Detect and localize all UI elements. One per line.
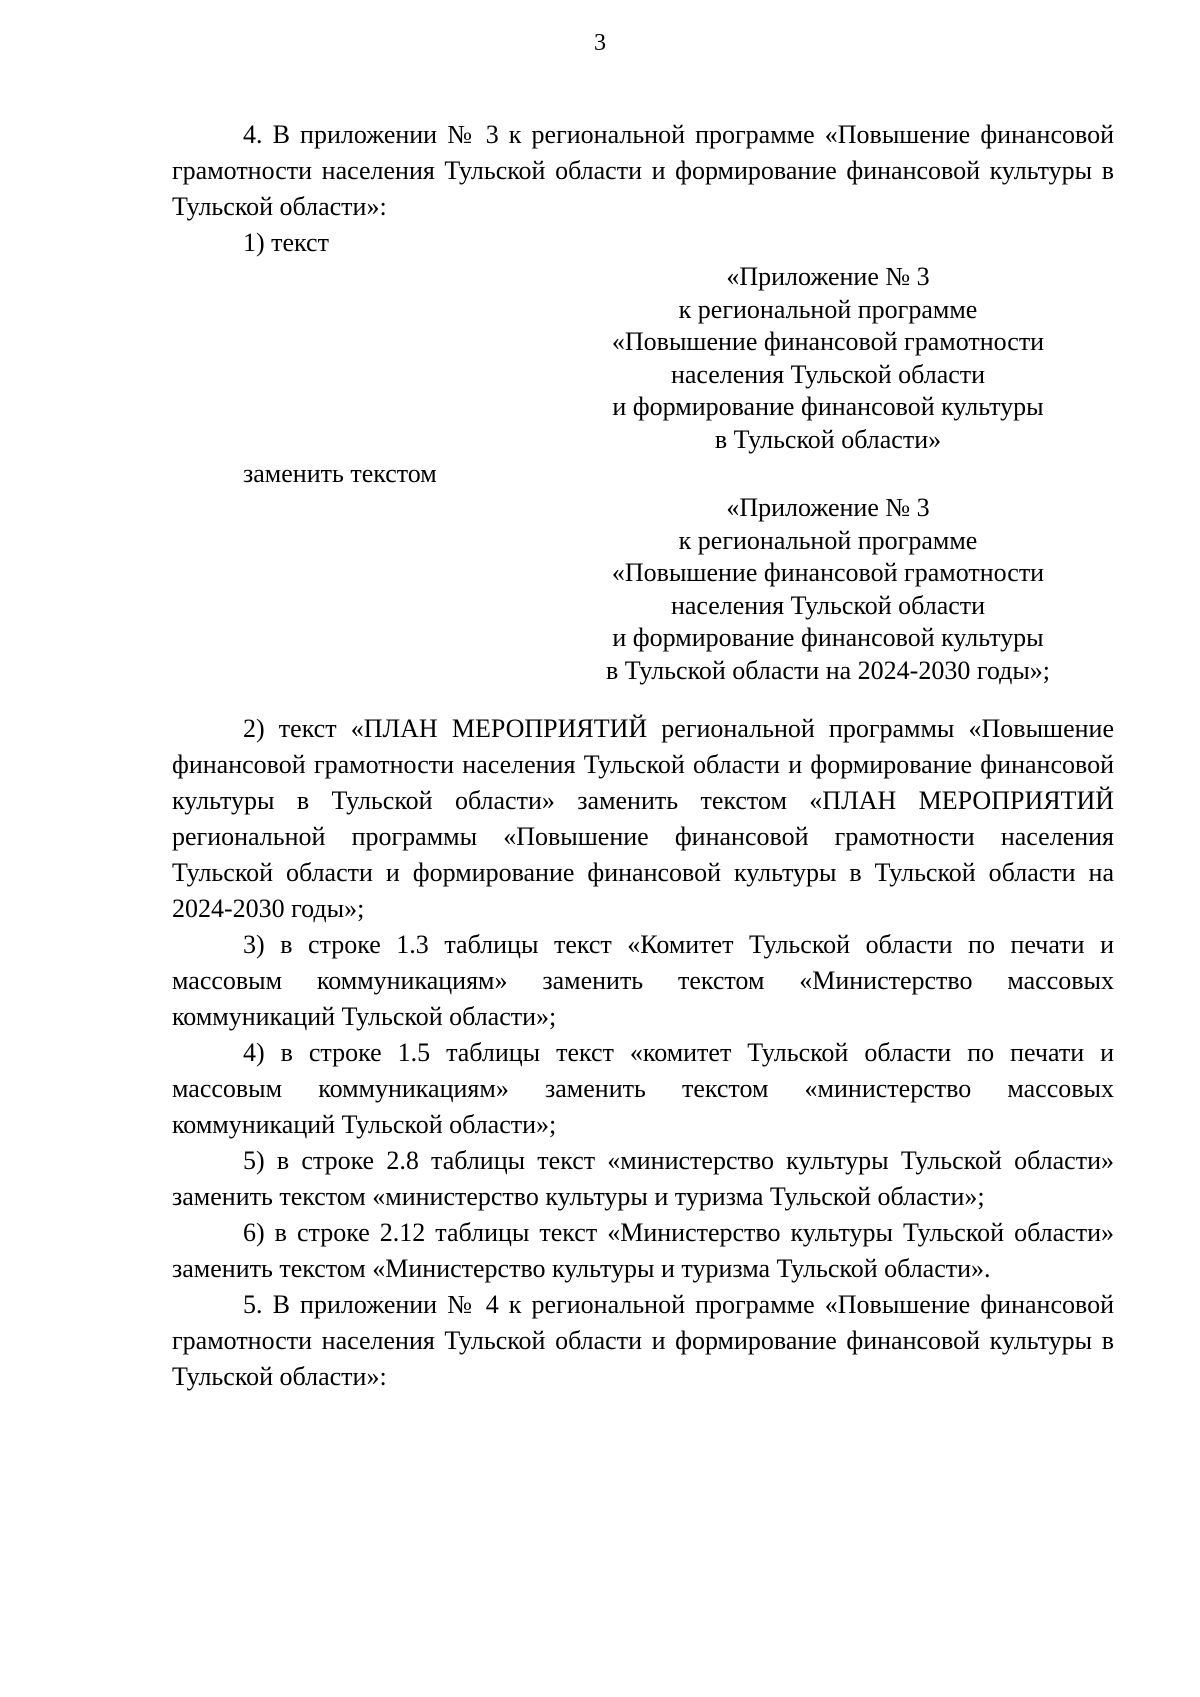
appendix-old-line: населения Тульской области bbox=[670, 359, 986, 389]
paragraph-item-5: 5. В приложении № 4 к региональной программе «Повышение финансовой грамотности населения Тульской области и формирование финансовой культуры в Тульской области»: bbox=[172, 1290, 1114, 1391]
appendix-header-new bbox=[588, 492, 1068, 687]
page-number: 3 bbox=[594, 30, 606, 56]
document-body bbox=[172, 117, 1114, 1395]
subitem-4-5: 5) в строке 2.8 таблицы текст «министерство культуры Тульской области» заменить текстом «министерство культуры и туризма Тульской области»; bbox=[172, 1146, 1114, 1211]
appendix-new-line: и формирование финансовой культуры bbox=[612, 623, 1044, 652]
appendix-new-line: «Приложение № 3 bbox=[726, 493, 930, 522]
subitem-4-3: 3) в строке 1.3 таблицы текст «Комитет Тульской области по печати и массовым коммуникациям» заменить текстом «Министерство массовых коммуникаций Тульской области»; bbox=[172, 930, 1114, 1031]
appendix-old-line: и формирование финансовой культуры bbox=[612, 392, 1044, 421]
appendix-old-line: «Приложение № 3 bbox=[726, 262, 930, 291]
replace-with-label: заменить текстом bbox=[243, 459, 437, 488]
paragraph-item-4: 4. В приложении № 3 к региональной программе «Повышение финансовой грамотности населения Тульской области и формирование финансовой культуры в Тульской области»: bbox=[172, 120, 1114, 221]
appendix-old-line: к региональной программе bbox=[678, 294, 978, 324]
appendix-old-line: в Тульской области» bbox=[714, 424, 942, 454]
subitem-4-4: 4) в строке 1.5 таблицы текст «комитет Тульской области по печати и массовым коммуникациям» заменить текстом «министерство массовых коммуникаций Тульской области»; bbox=[172, 1038, 1114, 1139]
subitem-4-2: 2) текст «ПЛАН МЕРОПРИЯТИЙ региональной программы «Повышение финансовой грамотности населения Тульской области и формирование финансовой культуры в Тульской области» заменить текстом «ПЛАН МЕРОПРИЯТИЙ региональной программы «Повышение финансовой грамотности населения Тульской области и формирование финансовой культуры в Тульской области на 2024-2030 годы»; bbox=[172, 714, 1114, 923]
appendix-new-line: к региональной программе bbox=[678, 525, 978, 555]
subitem-4-1: 1) текст bbox=[243, 228, 329, 257]
spacer bbox=[172, 687, 1114, 711]
appendix-new-line: «Повышение финансовой грамотности bbox=[611, 558, 1045, 587]
appendix-new-line: в Тульской области на 2024-2030 годы»; bbox=[605, 655, 1051, 685]
subitem-4-6: 6) в строке 2.12 таблицы текст «Министерство культуры Тульской области» заменить текстом «Министерство культуры и туризма Тульской области». bbox=[172, 1218, 1114, 1283]
appendix-header-old bbox=[588, 261, 1068, 456]
appendix-old-line: «Повышение финансовой грамотности bbox=[611, 327, 1045, 356]
appendix-new-line: населения Тульской области bbox=[670, 590, 986, 620]
